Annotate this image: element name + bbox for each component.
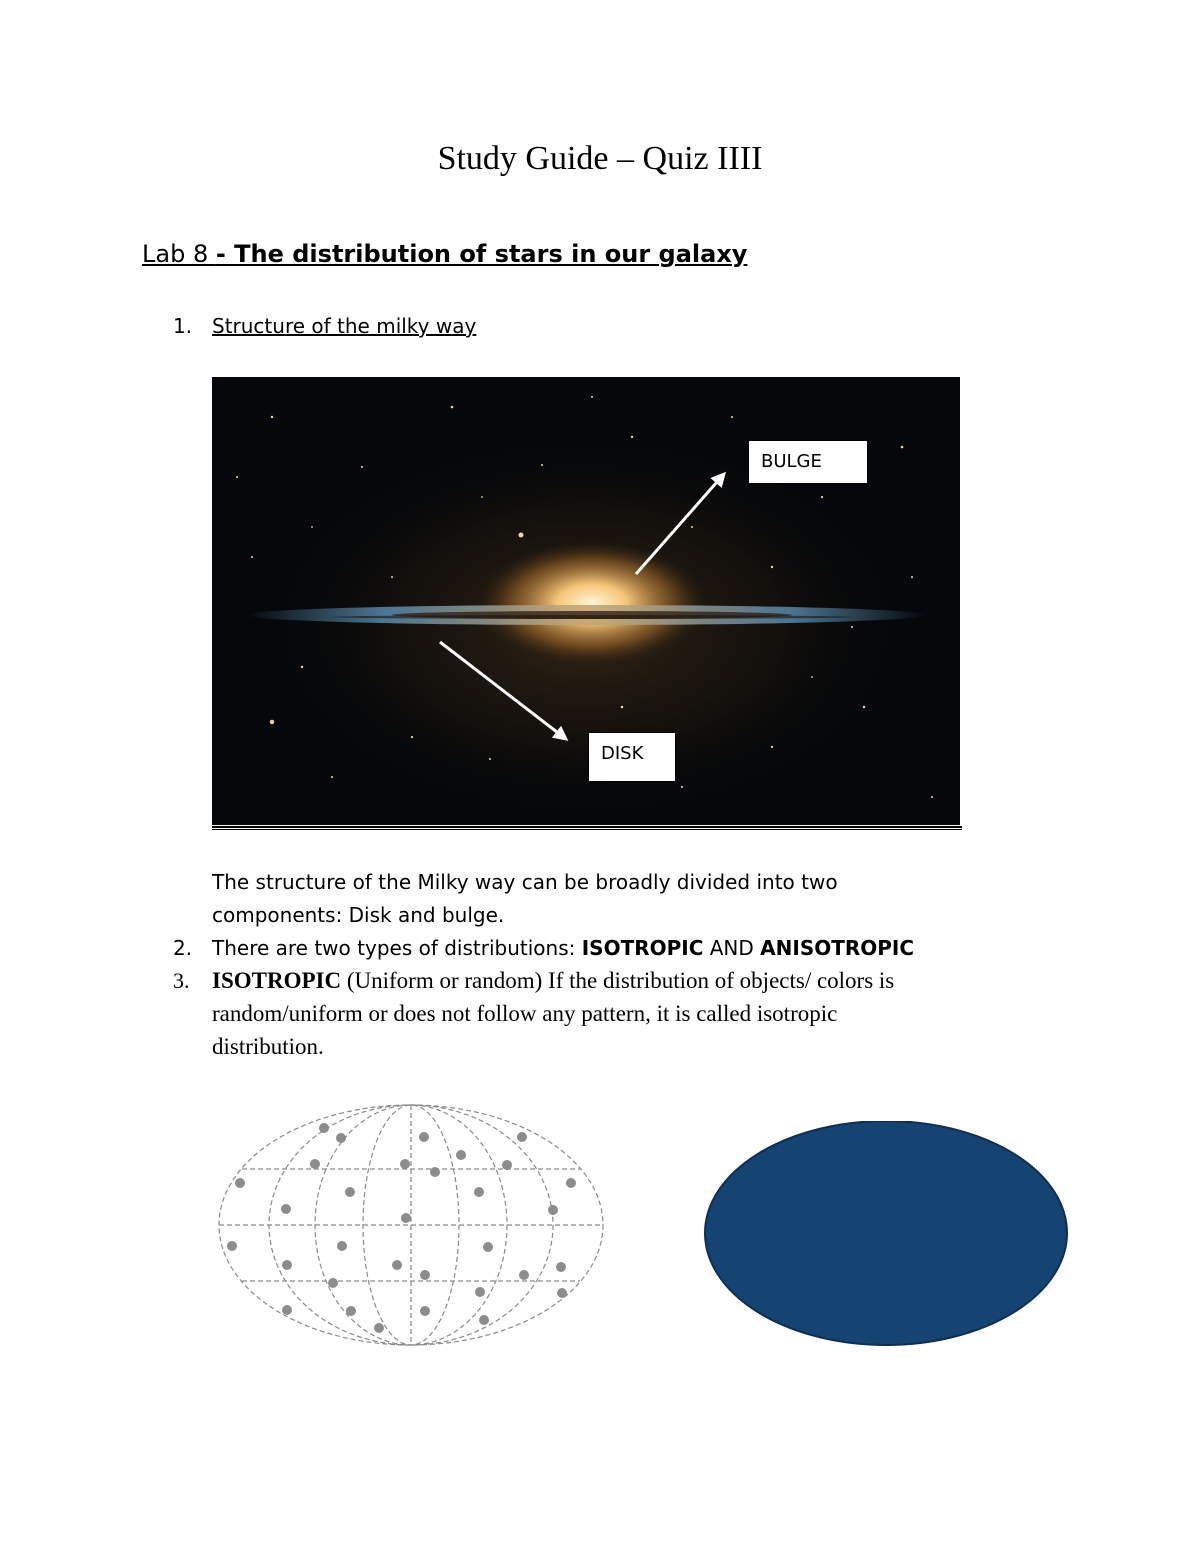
anisotropic-ellipse <box>704 1121 1072 1351</box>
disk-label: DISK <box>588 732 676 782</box>
isotropic-definition-line1 <box>212 968 894 994</box>
section-heading <box>142 240 747 268</box>
isotropic-definition-line3: distribution. <box>212 1034 324 1059</box>
anisotropic-term: ANISOTROPIC <box>760 936 915 960</box>
isotropic-dots <box>227 1123 576 1333</box>
lab-label: Lab 8 <box>142 240 216 268</box>
image-bottom-rule <box>212 826 962 828</box>
structure-paragraph-line2: components: Disk and bulge. <box>212 903 505 927</box>
isotropic-definition-rest: (Uniform or random) If the distribution of objects/ colors is <box>341 968 895 993</box>
and-joiner: AND <box>703 936 761 960</box>
isotropic-definition-line2: random/uniform or does not follow any pattern, it is called isotropic <box>212 1001 838 1026</box>
distribution-types-text <box>212 936 914 960</box>
isotropic-sky-map <box>214 1100 608 1350</box>
structure-paragraph-line1: The structure of the Milky way can be broadly divided into two <box>212 870 838 894</box>
bulge-label: BULGE <box>748 440 868 484</box>
item-number-1: 1. <box>173 314 193 338</box>
item-number-2: 2. <box>173 936 193 960</box>
document-title: Study Guide – Quiz IIII <box>437 140 763 177</box>
image-bottom-rule-2 <box>212 829 962 830</box>
item-number-3: 3. <box>173 968 190 993</box>
galaxy-bulge <box>477 541 707 665</box>
isotropic-term: ISOTROPIC <box>581 936 704 960</box>
distribution-types-prefix: There are two types of distributions: <box>212 936 582 960</box>
isotropic-definition-term: ISOTROPIC <box>212 968 342 993</box>
section-heading-text: - The distribution of stars in our galaxy <box>215 240 748 268</box>
item-heading-structure: Structure of the milky way <box>212 314 477 338</box>
